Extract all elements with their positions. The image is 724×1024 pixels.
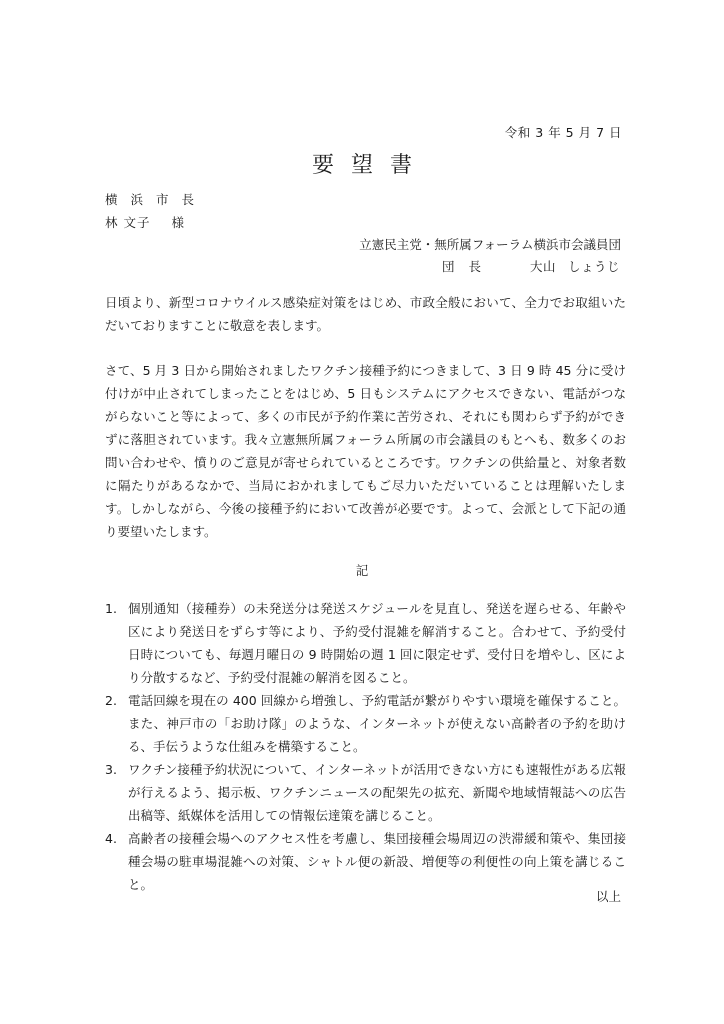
sender-role: 団長 xyxy=(442,259,496,274)
sender-name-given: しょうじ xyxy=(568,259,621,274)
request-item xyxy=(105,758,626,827)
sender-organization: 立憲民主党・無所属フォーラム横浜市会議員団 xyxy=(359,237,621,252)
request-number: 4. xyxy=(105,831,117,846)
request-number: 3. xyxy=(105,762,117,777)
sender-representative xyxy=(442,257,621,275)
addressee-name: 林 文子 xyxy=(105,215,151,230)
addressee-title-text: 横浜市長 xyxy=(105,192,208,207)
note-heading: 記 xyxy=(355,563,369,578)
request-item xyxy=(105,827,626,896)
context-paragraph: さて、5 月 3 日から開始されましたワクチン接種予約につきまして、3 日 9 時 45 分に受け付けが中止されてしまったことをはじめ、5 日もシステムにアクセスできない、電話がつながらないこと等によって、多くの市民が予約作業に苦労され、それにも関わらず予約ができずに落胆されています。我々立憲無所属フォーラム所属の市会議員のもとへも、数多くのお問い合わせや、憤りのご意見が寄せられているところです。ワクチンの供給量と、対象者数に隔たりがあるなかで、当局におかれましてもご尽力いただいていることは理解いたします。しかしながら、今後の接種予約において改善が必要です。よって、会派として下記の通り要望いたします。 xyxy=(105,363,626,539)
document-title: 要望書 xyxy=(311,153,429,178)
request-text: 高齢者の接種会場へのアクセス性を考慮し、集団接種会場周辺の渋滞緩和策や、集団接種会場の駐車場混雑への対策、シャトル便の新設、増便等の利便性の向上策を講じること。 xyxy=(128,831,626,892)
request-item xyxy=(105,689,626,758)
request-item xyxy=(105,597,626,689)
addressee-title xyxy=(105,190,207,208)
request-text: ワクチン接種予約状況について、インターネットが活用できない方にも速報性がある広報が行えるよう、掲示板、ワクチンニュースの配架先の拡充、新聞や地域情報誌への広告出稿等、紙媒体を活用しての情報伝達策を講じること。 xyxy=(128,762,626,823)
request-number: 2. xyxy=(105,693,117,708)
request-text: 電話回線を現在の 400 回線から増強し、予約電話が繋がりやすい環境を確保すること。また、神戸市の「お助け隊」のような、インターネットが使えない高齢者の予約を助ける、手伝うような仕組みを構築すること。 xyxy=(128,693,626,754)
closing-word: 以上 xyxy=(595,889,621,904)
request-list xyxy=(105,597,626,896)
greeting-paragraph: 日頃より、新型コロナウイルス感染症対策をはじめ、市政全般において、全力でお取組いただいておりますことに敬意を表します。 xyxy=(105,295,626,333)
document-date: 令和 3 年 5 月 7 日 xyxy=(504,125,622,140)
sender-name-family: 大山 xyxy=(530,259,557,274)
request-text: 個別通知（接種券）の未発送分は発送スケジュールを見直し、発送を遅らせる、年齢や区により発送日をずらす等により、予約受付混雑を解消すること。合わせて、予約受付日時についても、毎週月曜日の 9 時開始の週 1 回に限定せず、受付日を増やし、区により分散するなど、予約受付混雑の解消を図ること。 xyxy=(128,601,626,685)
addressee-name-line xyxy=(105,213,185,231)
sender-name xyxy=(530,257,620,275)
addressee-honorific: 様 xyxy=(171,215,185,230)
request-number: 1. xyxy=(105,601,117,616)
